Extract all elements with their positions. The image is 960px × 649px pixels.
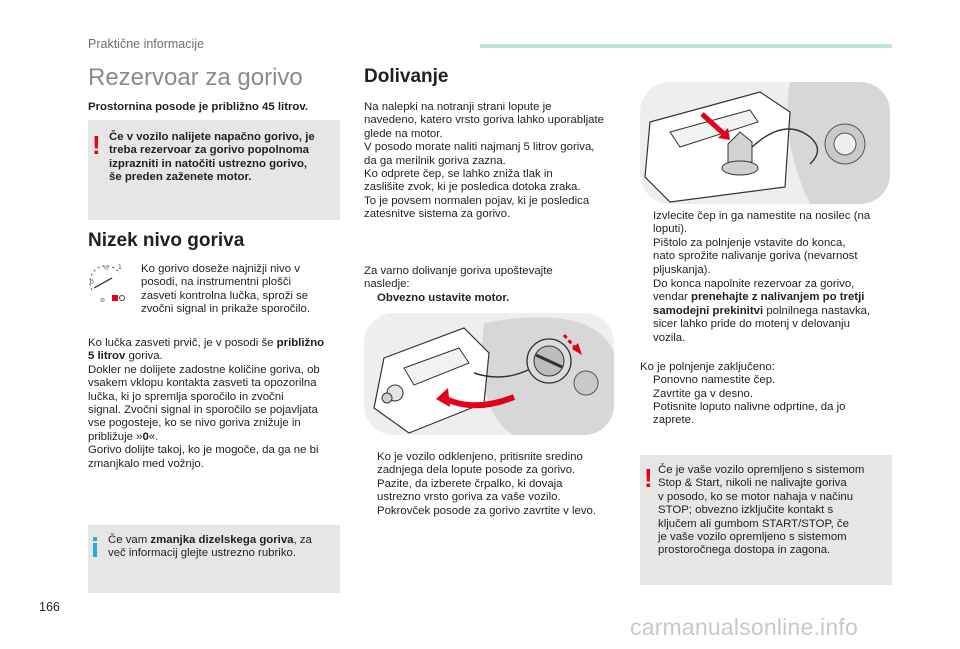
warning-icon: ! bbox=[92, 130, 101, 160]
step-insert-nozzle: Pištolo za polnjenje vstavite do konca, nato sprožite nalivanje goriva (nevarnost pljuskanja). bbox=[653, 237, 858, 276]
refuelling-heading: Dolivanje bbox=[364, 66, 449, 87]
safety-rule-intro: Za varno dolivanje goriva upoštevajte nasledje: bbox=[364, 265, 553, 291]
step-close-flap: Potisnite loputo nalivne odprtine, da jo zaprete. bbox=[653, 401, 846, 427]
warning-box-fuel bbox=[88, 120, 340, 220]
low-level-paragraph: Ko lučka zasveti prvič, je v posodi še približno 5 litrov goriva. Dokler ne dolijete zadostne količine goriva, ob vsakem vklopu kontakta zasveti ta opozorilna lučka, ki jo spremlja sporočilo in zvočni signal. Zvočni signal in sporočilo se pojavljata vse pogosteje, ko se nivo goriva znižuje in približuje »0«. Gorivo dolijte takoj, ko je mogoče, da ga ne bi zmanjkalo med vožnjo. bbox=[88, 337, 325, 470]
page-number: 166 bbox=[39, 600, 60, 614]
capacity-note: Prostornina posode je približno 45 litrov. bbox=[88, 101, 309, 113]
step-fill-tank: Do konca napolnite rezervoar za gorivo, vendar prenehajte z nalivanjem po tretji samodejni prekinitvi polnilnega nastavka, sicer lahko pride do motenj v delovanju vozila. bbox=[653, 278, 871, 344]
svg-text:½: ½ bbox=[103, 265, 109, 272]
step-turn-right: Zavrtite ga v desno. bbox=[653, 388, 754, 400]
section-header: Praktične informacije bbox=[88, 37, 205, 51]
step-remove-cap: Izvlecite čep in ga namestite na nosilec (na loputi). bbox=[653, 210, 871, 236]
step-choose-pump: Pazite, da izberete črpalko, ki dovaja ustrezno vrsto goriva za vaše vozilo. bbox=[377, 478, 563, 504]
svg-text:1: 1 bbox=[118, 264, 122, 271]
refuelling-intro: Na nalepki na notranji strani lopute je navedeno, katero vrsto goriva lahko uporabljate glede na motor. V posodo morate naliti najmanj 5 litrov goriva, da ga merilnik goriva zazna. Ko odprete čep, se lahko zniža tlak in zaslišite zvok, ki je posledica dotoka zraka. To je povsem normalen pojav, ki je posledica zatesnitve sistema za gorivo. bbox=[364, 101, 604, 221]
warning-icon: ! bbox=[644, 463, 653, 493]
info-box-diesel bbox=[88, 525, 340, 593]
step-replace-cap: Ponovno namestite čep. bbox=[653, 374, 776, 386]
warning-box-stop-start bbox=[640, 455, 892, 585]
warning-text: Če v vozilo nalijete napačno gorivo, je treba rezervoar za gorivo popolnoma izprazniti in natočiti ustrezno gorivo, še preden zaženete motor. bbox=[109, 131, 315, 184]
completion-intro: Ko je polnjenje zaključeno: bbox=[640, 361, 775, 373]
svg-text:⊘: ⊘ bbox=[100, 297, 106, 304]
info-icon bbox=[93, 543, 97, 557]
safety-rule-item: Obvezno ustavite motor. bbox=[377, 292, 510, 304]
fuel-cap-illustration bbox=[364, 313, 614, 435]
low-level-heading: Nizek nivo goriva bbox=[88, 230, 245, 251]
cap-holder-illustration bbox=[640, 82, 890, 204]
warning-text: Če je vaše vozilo opremljeno s sistemom Stop & Start, nikoli ne nalivajte goriva v posodo, ko se motor nahaja v načinu STOP; obvezno izključite kontakt s ključem ali gumbom START/STOP, če je vaše vozilo opremljeno s sistemom prostoročnega dostopa in zagona. bbox=[658, 464, 865, 557]
fuel-gauge-icon bbox=[88, 262, 128, 304]
low-level-description: Ko gorivo doseže najnižji nivo v posodi, na instrumentni plošči zasveti kontrolna lučka, sproži se zvočni signal in prikaže sporočilo. bbox=[141, 263, 311, 316]
watermark: carmanualsonline.info bbox=[630, 614, 858, 640]
svg-text:0: 0 bbox=[90, 279, 94, 286]
page-title: Rezervoar za gorivo bbox=[88, 64, 303, 91]
step-press-flap: Ko je vozilo odklenjeno, pritisnite sredino zadnjega dela lopute posode za gorivo. bbox=[377, 451, 583, 477]
step-turn-cap: Pokrovček posode za gorivo zavrtite v levo. bbox=[377, 505, 597, 517]
header-accent-bar bbox=[480, 44, 892, 48]
info-text: Če vam zmanjka dizelskega goriva, za več informacij glejte ustrezno rubriko. bbox=[108, 534, 312, 560]
